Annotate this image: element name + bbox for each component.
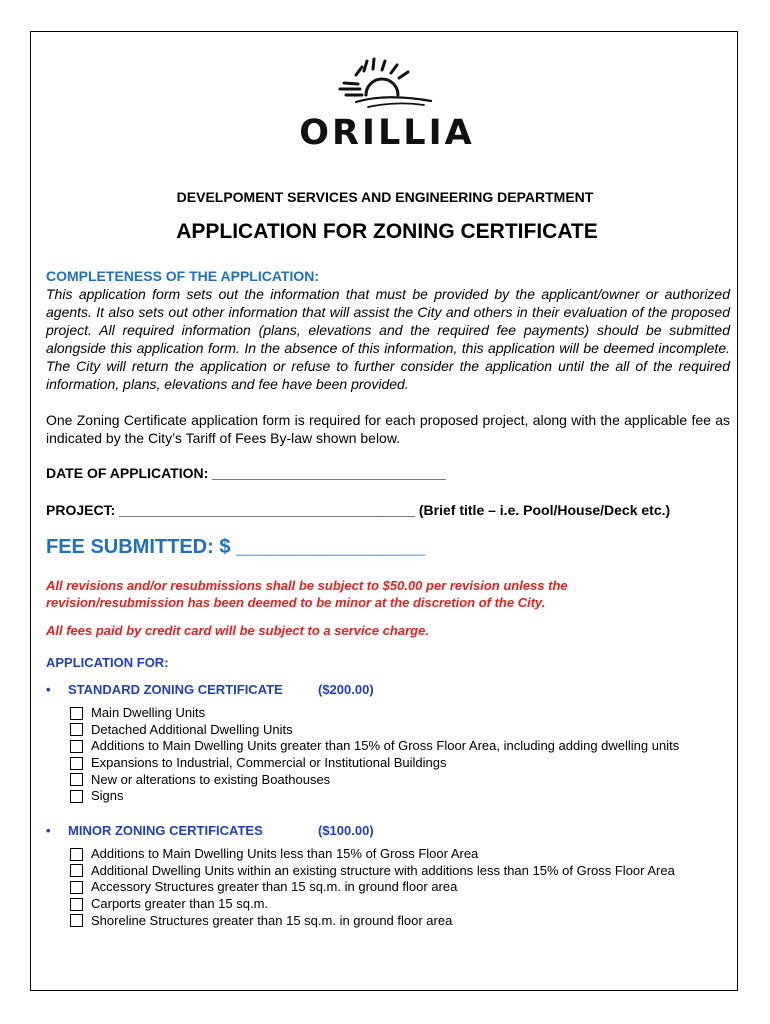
- checkbox[interactable]: [70, 773, 83, 786]
- department-name: DEVELPOMENT SERVICES AND ENGINEERING DEPARTMENT: [176, 189, 594, 205]
- checkbox[interactable]: [70, 790, 83, 803]
- option-label: Main Dwelling Units: [91, 705, 206, 721]
- option-label: Additions to Main Dwelling Units less than 15% of Gross Floor Area: [91, 846, 479, 862]
- page-title: APPLICATION FOR ZONING CERTIFICATE: [176, 220, 598, 243]
- option-label: Additions to Main Dwelling Units greater than 15% of Gross Floor Area, including adding dwelling units: [91, 738, 680, 754]
- checkbox[interactable]: [70, 898, 83, 911]
- checkbox[interactable]: [70, 864, 83, 877]
- minor-label: MINOR ZONING CERTIFICATES: [68, 823, 263, 838]
- standard-label: STANDARD ZONING CERTIFICATE: [68, 682, 283, 697]
- list-item[interactable]: [70, 846, 675, 863]
- minor-options-list: [70, 846, 675, 929]
- list-item[interactable]: [70, 912, 675, 929]
- option-label: New or alterations to existing Boathouses: [91, 771, 331, 787]
- orillia-logo: [296, 55, 478, 155]
- option-label: Accessory Structures greater than 15 sq.m. in ground floor area: [91, 879, 458, 895]
- intro-paragraph: One Zoning Certificate application form is required for each proposed project, along with the applicable fee as indicated by the City’s Tariff of Fees By-law shown below.: [46, 412, 730, 446]
- standard-certificate-heading: [46, 682, 374, 697]
- minor-fee: ($100.00): [318, 823, 374, 838]
- checkbox[interactable]: [70, 707, 83, 720]
- checkbox[interactable]: [70, 914, 83, 927]
- list-item[interactable]: [70, 788, 679, 805]
- option-label: Expansions to Industrial, Commercial or Institutional Buildings: [91, 755, 447, 771]
- list-item[interactable]: [70, 705, 679, 722]
- project-field[interactable]: PROJECT: ______________________________________ (Brief title – i.e. Pool/House/Deck etc.): [46, 502, 671, 518]
- option-label: Shoreline Structures greater than 15 sq.m. in ground floor area: [91, 912, 453, 928]
- option-label: Additional Dwelling Units within an existing structure with additions less than 15% of Gross Floor Area: [91, 862, 675, 878]
- bullet: •: [46, 823, 51, 838]
- list-item[interactable]: [70, 771, 679, 788]
- date-of-application-field[interactable]: DATE OF APPLICATION: ______________________________: [46, 465, 446, 481]
- minor-certificates-heading: [46, 823, 374, 838]
- credit-card-notice: All fees paid by credit card will be subject to a service charge.: [46, 623, 429, 638]
- list-item[interactable]: [70, 722, 679, 739]
- checkbox[interactable]: [70, 881, 83, 894]
- option-label: Carports greater than 15 sq.m.: [91, 896, 269, 912]
- revision-notice: All revisions and/or resubmissions shall be subject to $50.00 per revision unless the revision/resubmission has been deemed to be minor at the discretion of the City.: [46, 578, 568, 610]
- logo-wordmark: ORILLIA: [299, 113, 475, 153]
- list-item[interactable]: [70, 863, 675, 880]
- fee-submitted-field[interactable]: FEE SUBMITTED: $ _________________: [46, 536, 426, 558]
- bullet: •: [46, 682, 51, 697]
- option-label: Detached Additional Dwelling Units: [91, 721, 293, 737]
- option-label: Signs: [91, 788, 124, 804]
- checkbox[interactable]: [70, 723, 83, 736]
- checkbox[interactable]: [70, 740, 83, 753]
- list-item[interactable]: [70, 896, 675, 913]
- list-item[interactable]: [70, 738, 679, 755]
- application-for-heading: APPLICATION FOR:: [46, 655, 169, 670]
- sun-icon: [296, 55, 478, 115]
- checkbox[interactable]: [70, 848, 83, 861]
- list-item[interactable]: [70, 879, 675, 896]
- completeness-body: This application form sets out the information that must be provided by the applicant/owner or authorized agents. It also sets out other information that will assist the City and others in their evaluation of the proposed project. All required information (plans, elevations and the required fee payments) should be submitted alongside this application form. In the absence of this information, this application will be deemed incomplete. The City will return the application or refuse to further consider the application until the all of the required information, plans, elevations and fee have been provided.: [46, 286, 730, 392]
- completeness-heading: COMPLETENESS OF THE APPLICATION:: [46, 268, 320, 284]
- standard-fee: ($200.00): [318, 682, 374, 697]
- list-item[interactable]: [70, 755, 679, 772]
- checkbox[interactable]: [70, 757, 83, 770]
- standard-options-list: [70, 705, 679, 805]
